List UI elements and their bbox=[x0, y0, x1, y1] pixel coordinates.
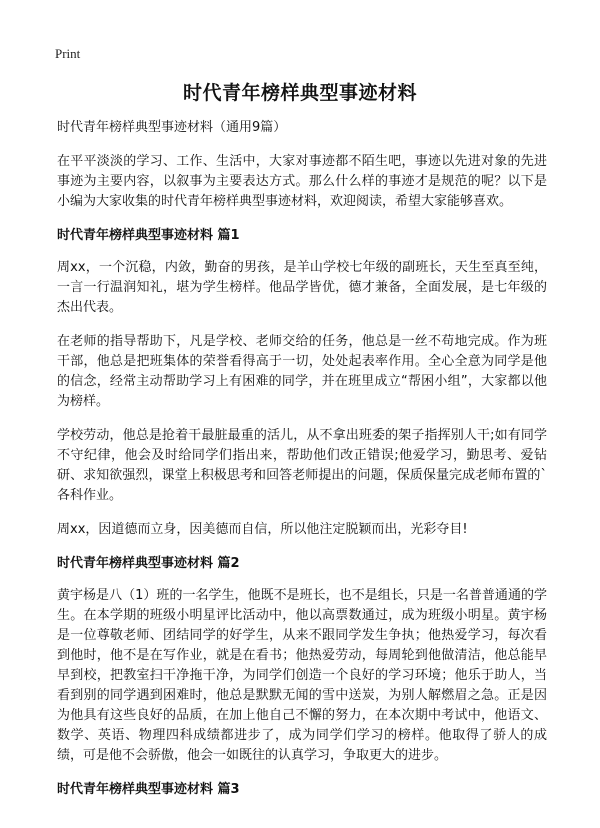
section-1-paragraph: 在老师的指导帮助下，凡是学校、老师交给的任务，他总是一丝不苟地完成。作为班干部，他总是把班集体的荣誉看得高于一切，处处起表率作用。全心全意为同学是他的信念，经常主动帮助学习上有困难的同学，并在班里成立“帮困小组”，大家都以他为榜样。 bbox=[57, 334, 547, 409]
section-heading-2: 时代青年榜样典型事迹材料 篇2 bbox=[57, 556, 240, 571]
section-1-paragraph: 周xx，因道德而立身，因美德而自信，所以他注定脱颖而出，光彩夺目! bbox=[57, 522, 468, 537]
section-heading-1: 时代青年榜样典型事迹材料 篇1 bbox=[57, 228, 240, 243]
article-subtitle: 时代青年榜样典型事迹材料（通用9篇） bbox=[57, 120, 287, 135]
article-body bbox=[57, 118, 547, 812]
intro-paragraph: 在平平淡淡的学习、工作、生活中，大家对事迹都不陌生吧，事迹以先进对象的先进事迹为主要内容，以叙事为主要表达方式。那么什么样的事迹才是规范的呢？以下是小编为大家收集的时代青年榜样典型事迹材料，欢迎阅读，希望大家能够喜欢。 bbox=[57, 154, 547, 209]
section-heading-3: 时代青年榜样典型事迹材料 篇3 bbox=[57, 782, 240, 797]
section-1-paragraph: 学校劳动，他总是抢着干最脏最重的活儿，从不拿出班委的架子指挥别人干;如有同学不守纪律，他会及时给同学们指出来，帮助他们改正错误;他爱学习，勤思考、爱钻研、求知欲强烈，课堂上积极思考和回答老师提出的问题，保质保量完成老师布置的`各科作业。 bbox=[57, 428, 547, 503]
section-1-paragraph: 周xx，一个沉稳，内敛，勤奋的男孩，是羊山学校七年级的副班长，天生至真至纯，一言一行温润知礼，堪为学生榜样。他品学皆优，德才兼备，全面发展，是七年级的杰出代表。 bbox=[57, 260, 547, 315]
section-2-paragraph: 黄宇杨是八（1）班的一名学生，他既不是班长，也不是组长，只是一名普普通通的学生。在本学期的班级小明星评比活动中，他以高票数通过，成为班级小明星。黄宇杨是一位尊敬老师、团结同学的好学生，从来不跟同学发生争执；他热爱学习，每次看到他时，他不是在写作业，就是在看书；他热爱劳动，每周轮到他做清洁，他总能早早到校，把教室扫干净拖干净，为同学们创造一个良好的学习环境；他乐于助人，当看到别的同学遇到困难时，他总是默默无闻的雪中送炭，为别人解燃眉之急。正是因为他具有这些良好的品质，在加上他自己不懈的努力，在本次期中考试中，他语文、数学、英语、物理四科成绩都进步了，成为同学们学习的榜样。他取得了骄人的成绩，可是他不会骄傲，他会一如既往的认真学习，争取更大的进步。 bbox=[57, 588, 547, 763]
print-link[interactable]: Print bbox=[55, 46, 81, 61]
page-title: 时代青年榜样典型事迹材料 bbox=[182, 82, 417, 104]
